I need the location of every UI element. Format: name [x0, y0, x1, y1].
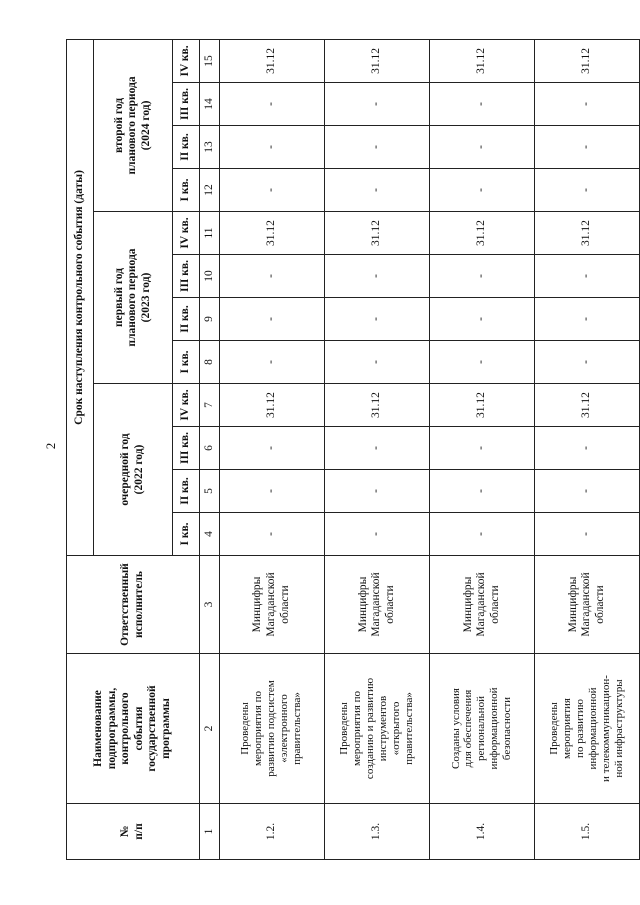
deadline-cell: -	[534, 470, 639, 513]
deadline-cell: -	[534, 83, 639, 126]
col-number: 7	[199, 384, 219, 427]
q4-2023: IV кв.	[173, 212, 200, 255]
deadline-cell: 31.12	[324, 384, 429, 427]
col-number: 4	[199, 513, 219, 556]
deadline-cell: -	[219, 255, 324, 298]
row-number: 1.5.	[534, 804, 639, 860]
col-number: 5	[199, 470, 219, 513]
deadline-cell: -	[219, 83, 324, 126]
q1-2022: I кв.	[173, 513, 200, 556]
deadline-cell: 31.12	[324, 212, 429, 255]
q4-2024: IV кв.	[173, 39, 200, 82]
deadline-cell: -	[219, 427, 324, 470]
table-row	[534, 39, 639, 859]
deadline-cell: 31.12	[219, 212, 324, 255]
col-number: 10	[199, 255, 219, 298]
deadline-cell: -	[429, 298, 534, 341]
rotated-table-wrapper	[66, 40, 640, 860]
col-number: 8	[199, 341, 219, 384]
deadline-cell: -	[324, 427, 429, 470]
q2-2024: II кв.	[173, 126, 200, 169]
deadline-cell: -	[219, 126, 324, 169]
deadline-cell: -	[429, 427, 534, 470]
q3-2023: III кв.	[173, 255, 200, 298]
header-year-2022: очередной год (2022 год)	[93, 384, 173, 556]
control-events-table	[66, 39, 640, 860]
deadline-cell: -	[219, 169, 324, 212]
col-number: 3	[199, 556, 219, 654]
deadline-cell: -	[534, 255, 639, 298]
deadline-cell: 31.12	[429, 384, 534, 427]
col-number: 15	[199, 39, 219, 82]
q3-2022: III кв.	[173, 427, 200, 470]
q1-2024: I кв.	[173, 169, 200, 212]
executor: Минцифры Магаданской области	[219, 556, 324, 654]
executor: Минцифры Магаданской области	[429, 556, 534, 654]
deadline-cell: -	[324, 255, 429, 298]
deadline-cell: 31.12	[429, 39, 534, 82]
deadline-cell: -	[534, 513, 639, 556]
q2-2023: II кв.	[173, 298, 200, 341]
deadline-cell: -	[324, 470, 429, 513]
deadline-cell: -	[324, 298, 429, 341]
deadline-cell: -	[324, 169, 429, 212]
deadline-cell: -	[534, 126, 639, 169]
header-executor: Ответственный исполнитель	[67, 556, 200, 654]
deadline-cell: -	[429, 255, 534, 298]
table-body	[219, 39, 639, 859]
table-row	[324, 39, 429, 859]
deadline-cell: -	[219, 513, 324, 556]
deadline-cell: -	[219, 341, 324, 384]
deadline-cell: 31.12	[534, 39, 639, 82]
deadline-cell: -	[324, 83, 429, 126]
col-number: 1	[199, 804, 219, 860]
event-name: Созданы условия для обеспечения региональной информационной безопасности	[429, 654, 534, 804]
deadline-cell: -	[324, 126, 429, 169]
deadline-cell: -	[219, 470, 324, 513]
header-year-2024: второй год планового периода (2024 год)	[93, 39, 173, 211]
event-name: Проведены мероприятия по развитию подсистем «электронного правительства»	[219, 654, 324, 804]
deadline-cell: -	[534, 298, 639, 341]
deadline-cell: -	[534, 341, 639, 384]
row-number: 1.3.	[324, 804, 429, 860]
q1-2023: I кв.	[173, 341, 200, 384]
header-year-2023: первый год планового периода (2023 год)	[93, 212, 173, 384]
table-row	[219, 39, 324, 859]
deadline-cell: -	[429, 169, 534, 212]
deadline-cell: 31.12	[534, 212, 639, 255]
executor: Минцифры Магаданской области	[534, 556, 639, 654]
col-number: 6	[199, 427, 219, 470]
deadline-cell: -	[429, 341, 534, 384]
row-number: 1.4.	[429, 804, 534, 860]
col-number: 13	[199, 126, 219, 169]
event-name: Проведены мероприятия по созданию и развитию инструментов «открытого правительства»	[324, 654, 429, 804]
header-name: Наименование подпрограммы, контрольного события государственной программы	[67, 654, 200, 804]
header-num: № п/п	[67, 804, 200, 860]
deadline-cell: 31.12	[219, 39, 324, 82]
deadline-cell: -	[324, 341, 429, 384]
column-number-row	[199, 39, 219, 859]
deadline-cell: 31.12	[324, 39, 429, 82]
row-number: 1.2.	[219, 804, 324, 860]
deadline-cell: -	[219, 298, 324, 341]
executor: Минцифры Магаданской области	[324, 556, 429, 654]
deadline-cell: -	[429, 126, 534, 169]
deadline-cell: -	[429, 513, 534, 556]
deadline-cell: 31.12	[534, 384, 639, 427]
header-deadline: Срок наступления контрольного события (даты)	[67, 39, 94, 555]
col-number: 12	[199, 169, 219, 212]
deadline-cell: -	[534, 427, 639, 470]
deadline-cell: -	[324, 513, 429, 556]
q3-2024: III кв.	[173, 83, 200, 126]
q4-2022: IV кв.	[173, 384, 200, 427]
deadline-cell: 31.12	[219, 384, 324, 427]
col-number: 11	[199, 212, 219, 255]
deadline-cell: 31.12	[429, 212, 534, 255]
event-name: Проведены мероприятия по развитию информационной и телекоммуникацион- ной инфраструктуры	[534, 654, 639, 804]
deadline-cell: -	[534, 169, 639, 212]
page-number: 2	[43, 442, 58, 450]
col-number: 9	[199, 298, 219, 341]
col-number: 14	[199, 83, 219, 126]
col-number: 2	[199, 654, 219, 804]
deadline-cell: -	[429, 83, 534, 126]
table-row	[429, 39, 534, 859]
deadline-cell: -	[429, 470, 534, 513]
q2-2022: II кв.	[173, 470, 200, 513]
